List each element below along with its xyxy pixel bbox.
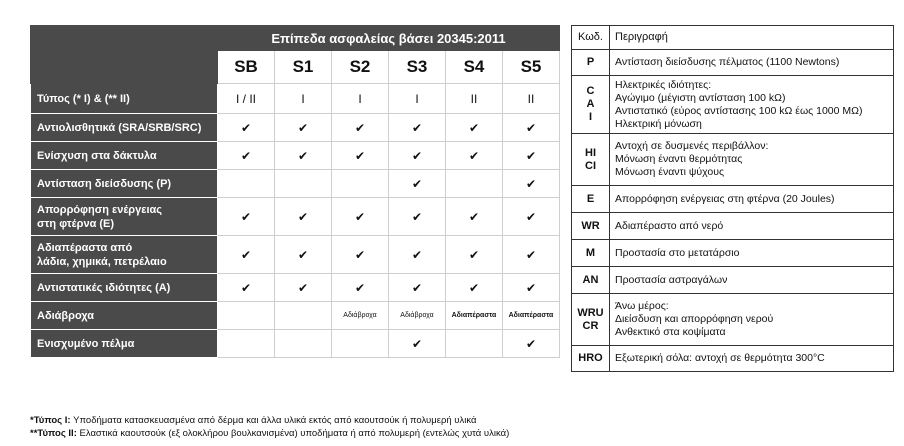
description-cell xyxy=(610,346,894,372)
code-cell xyxy=(572,213,610,240)
row-label-line: Αντίσταση διείσδυσης (P) xyxy=(37,177,172,190)
code-cell xyxy=(572,240,610,267)
footnote-prefix: **Τύπος II: xyxy=(30,428,77,439)
footnote-type-1 xyxy=(30,415,476,426)
check-cell: ✔ xyxy=(446,114,503,142)
value-cell: II xyxy=(503,84,560,114)
code-cell xyxy=(572,50,610,76)
check-cell: ✔ xyxy=(332,274,389,302)
value-cell: Αδιάβροχα xyxy=(389,302,446,330)
table-row xyxy=(31,236,560,274)
row-label xyxy=(31,142,218,170)
level-header: S3 xyxy=(389,51,446,84)
value-cell: I xyxy=(332,84,389,114)
check-cell: ✔ xyxy=(332,198,389,236)
code-value: C xyxy=(586,85,595,97)
check-cell: ✔ xyxy=(446,142,503,170)
check-cell xyxy=(332,170,389,198)
row-label-line: Απορρόφηση ενέργειας xyxy=(37,203,162,216)
level-header: S1 xyxy=(275,51,332,84)
code-value: I xyxy=(588,111,593,123)
table-row xyxy=(31,198,560,236)
table-row xyxy=(31,330,560,358)
check-cell: ✔ xyxy=(218,198,275,236)
check-cell: ✔ xyxy=(389,114,446,142)
value-cell: I xyxy=(275,84,332,114)
description-line: Ανθεκτικό στα κοψίματα xyxy=(615,326,726,338)
check-cell xyxy=(332,330,389,358)
description-line: Μόνωση έναντι ψύχους xyxy=(615,166,725,178)
row-label xyxy=(31,198,218,236)
code-value: HI xyxy=(585,146,596,159)
row-label xyxy=(31,236,218,274)
description-cell xyxy=(610,134,894,186)
codes-table xyxy=(571,25,894,372)
description-cell xyxy=(610,50,894,76)
description-line: Αγώγιμο (μέγιστη αντίσταση 100 kΩ) xyxy=(615,91,786,104)
description-line: Αντιστατικό (εύρος αντίστασης 100 kΩ έως 1000 MΩ) xyxy=(615,104,863,117)
description-line: Μόνωση έναντι θερμότητας xyxy=(615,153,743,165)
row-label-line: Ενίσχυση στα δάκτυλα xyxy=(37,149,157,162)
check-cell: ✔ xyxy=(218,236,275,274)
check-cell: ✔ xyxy=(446,198,503,236)
row-label-line: Αδιάβροχα xyxy=(37,309,94,322)
table-row xyxy=(31,170,560,198)
value-cell: II xyxy=(446,84,503,114)
code-value: CR xyxy=(582,319,599,332)
check-cell: ✔ xyxy=(503,142,560,170)
check-cell: ✔ xyxy=(389,274,446,302)
check-cell: ✔ xyxy=(503,114,560,142)
check-cell: ✔ xyxy=(389,142,446,170)
row-label-line: Αντιολισθητικά (SRA/SRB/SRC) xyxy=(37,121,202,134)
check-cell: ✔ xyxy=(389,198,446,236)
codes-header-row xyxy=(572,26,894,50)
description-cell xyxy=(610,186,894,213)
check-cell: ✔ xyxy=(275,236,332,274)
value-cell xyxy=(275,302,332,330)
footnote-text: Ελαστικά καουτσούκ (εξ ολοκλήρου βουλκανισμένα) υποδήματα ή από πολυμερή (εντελώς χυτά υλικά) xyxy=(76,428,510,439)
check-cell: ✔ xyxy=(389,236,446,274)
check-cell: ✔ xyxy=(275,198,332,236)
level-header: S5 xyxy=(503,51,560,84)
check-cell: ✔ xyxy=(503,198,560,236)
code-cell xyxy=(572,267,610,294)
description-line: Απορρόφηση ενέργειας στη φτέρνα (20 Joules) xyxy=(615,192,835,205)
check-cell: ✔ xyxy=(218,142,275,170)
code-cell xyxy=(572,294,610,346)
check-cell: ✔ xyxy=(218,274,275,302)
row-label-line: στη φτέρνα (E) xyxy=(37,217,115,230)
code-row xyxy=(572,186,894,213)
level-header: S4 xyxy=(446,51,503,84)
row-label xyxy=(31,84,218,114)
check-cell xyxy=(275,330,332,358)
description-cell xyxy=(610,267,894,294)
row-label xyxy=(31,302,218,330)
code-row xyxy=(572,134,894,186)
check-cell: ✔ xyxy=(389,330,446,358)
check-cell: ✔ xyxy=(503,170,560,198)
code-value: A xyxy=(586,98,595,110)
footnote-prefix: *Τύπος I: xyxy=(30,415,71,426)
check-cell xyxy=(218,330,275,358)
row-label-line: Τύπος (* I) & (** II) xyxy=(37,92,130,105)
row-label xyxy=(31,330,218,358)
code-row xyxy=(572,76,894,134)
table-title: Επίπεδα ασφαλείας βάσει 20345:2011 xyxy=(218,26,560,51)
description-line: Άνω μέρος: xyxy=(615,300,669,312)
row-label-line: Ενισχυμένο πέλμα xyxy=(37,337,135,350)
description-line: Αντίσταση διείσδυσης πέλματος (1100 Newtons) xyxy=(615,56,840,68)
value-cell: I / II xyxy=(218,84,275,114)
level-header: S2 xyxy=(332,51,389,84)
code-value: HRO xyxy=(578,352,603,364)
table-row xyxy=(31,142,560,170)
code-cell xyxy=(572,186,610,213)
code-row xyxy=(572,294,894,346)
code-header: Κωδ. xyxy=(572,26,610,50)
code-value: CI xyxy=(585,159,596,172)
description-line: Αντοχή σε δυσμενές περιβάλλον: xyxy=(615,140,769,152)
table-row xyxy=(31,274,560,302)
description-cell xyxy=(610,294,894,346)
row-label xyxy=(31,170,218,198)
code-row xyxy=(572,267,894,294)
check-cell xyxy=(446,330,503,358)
check-cell xyxy=(218,170,275,198)
table-corner xyxy=(31,26,218,84)
description-line: Εξωτερική σόλα: αντοχή σε θερμότητα 300°C xyxy=(615,352,825,364)
description-line: Προστασία αστραγάλων xyxy=(615,273,728,286)
table-row xyxy=(31,302,560,330)
row-label xyxy=(31,274,218,302)
code-row xyxy=(572,213,894,240)
level-header: SB xyxy=(218,51,275,84)
check-cell: ✔ xyxy=(275,142,332,170)
check-cell: ✔ xyxy=(446,274,503,302)
check-cell: ✔ xyxy=(332,142,389,170)
check-cell: ✔ xyxy=(332,114,389,142)
description-header: Περιγραφή xyxy=(610,26,894,50)
row-label-line: λάδια, χημικά, πετρέλαιο xyxy=(37,255,167,268)
code-value: E xyxy=(586,192,595,205)
code-value: P xyxy=(586,56,595,68)
row-label-line: Αντιστατικές ιδιότητες (A) xyxy=(37,281,171,294)
description-line: Προστασία στο μετατάρσιο xyxy=(615,246,740,259)
check-cell xyxy=(446,170,503,198)
footnote-text: Υποδήματα κατασκευασμένα από δέρμα και άλλα υλικά εκτός από καουτσούκ ή πολυμερή υλικά xyxy=(70,415,477,426)
code-value: WR xyxy=(581,219,600,232)
table-row xyxy=(31,114,560,142)
code-row xyxy=(572,50,894,76)
check-cell: ✔ xyxy=(503,330,560,358)
value-cell: Αδιαπέραστα xyxy=(446,302,503,330)
description-cell xyxy=(610,76,894,134)
check-cell: ✔ xyxy=(389,170,446,198)
check-cell: ✔ xyxy=(332,236,389,274)
code-cell xyxy=(572,76,610,134)
value-cell: I xyxy=(389,84,446,114)
value-cell xyxy=(218,302,275,330)
description-cell xyxy=(610,213,894,240)
description-line: Αδιαπέραστο από νερό xyxy=(615,219,724,232)
code-row xyxy=(572,346,894,372)
value-cell: Αδιαπέραστα xyxy=(503,302,560,330)
check-cell: ✔ xyxy=(275,114,332,142)
check-cell: ✔ xyxy=(218,114,275,142)
check-cell: ✔ xyxy=(446,236,503,274)
code-value: AN xyxy=(582,273,599,286)
check-cell: ✔ xyxy=(503,236,560,274)
check-cell xyxy=(275,170,332,198)
footnote-type-2 xyxy=(30,428,509,439)
check-cell: ✔ xyxy=(503,274,560,302)
code-cell xyxy=(572,134,610,186)
table-row xyxy=(31,84,560,114)
description-line: Ηλεκτρικές ιδιότητες: xyxy=(615,78,712,91)
description-line: Ηλεκτρική μόνωση xyxy=(615,117,702,130)
code-cell xyxy=(572,346,610,372)
description-cell xyxy=(610,240,894,267)
value-cell: Αδιάβροχα xyxy=(332,302,389,330)
check-cell: ✔ xyxy=(275,274,332,302)
row-label-line: Αδιαπέραστα από xyxy=(37,241,133,254)
code-value: M xyxy=(585,246,596,259)
safety-levels-table xyxy=(30,25,560,358)
code-row xyxy=(572,240,894,267)
description-line: Διείσδυση και απορρόφηση νερού xyxy=(615,313,774,325)
code-value: WRU xyxy=(577,306,604,319)
row-label xyxy=(31,114,218,142)
